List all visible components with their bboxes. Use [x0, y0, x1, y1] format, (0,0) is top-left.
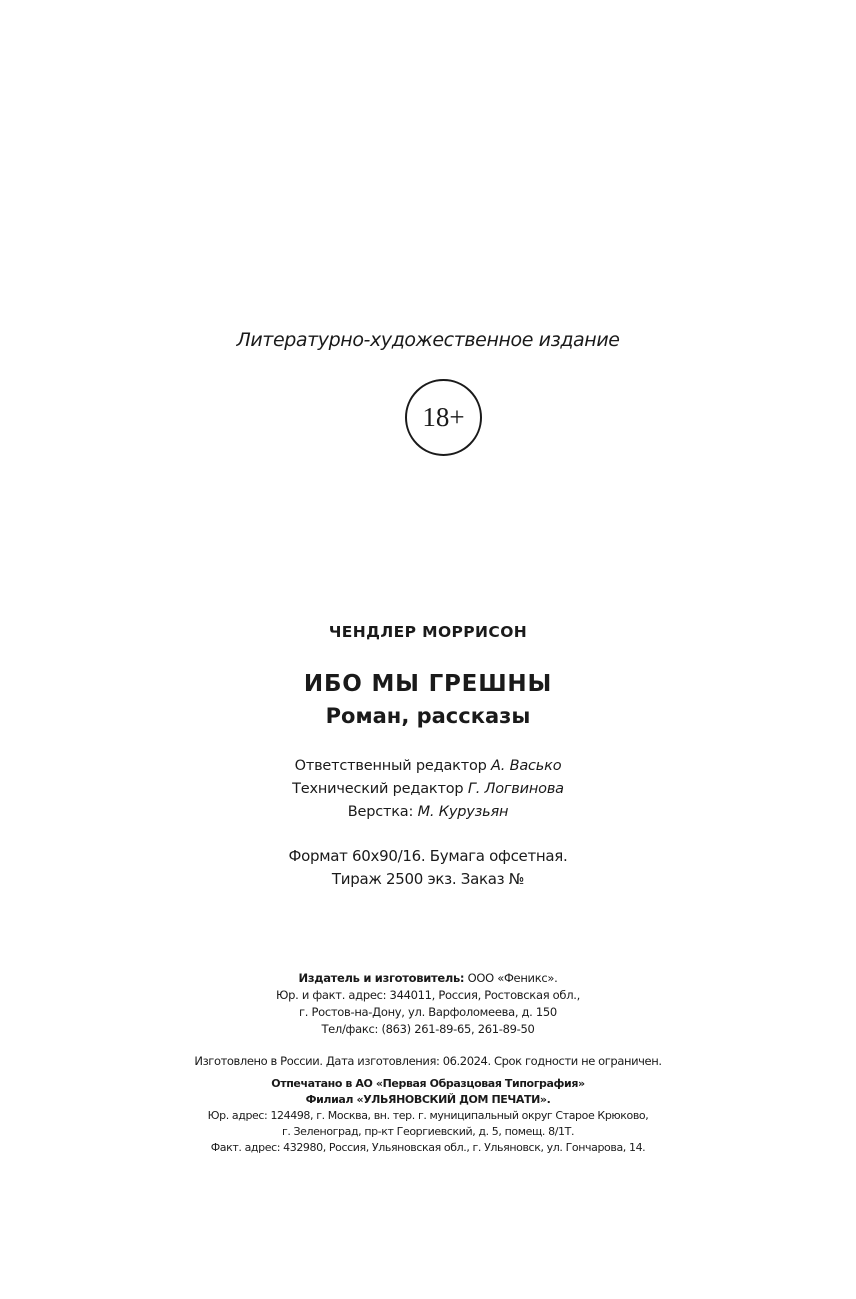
credits-block — [0, 755, 856, 824]
publisher-block — [0, 970, 856, 1038]
format-line-1: Формат 60x90/16. Бумага офсетная. — [288, 847, 568, 865]
publisher-phone: Тел/факс: (863) 261-89-65, 261-89-50 — [321, 1022, 535, 1036]
format-line-2: Тираж 2500 экз. Заказ № — [331, 870, 525, 888]
book-subtitle: Роман, рассказы — [325, 704, 531, 728]
book-title: ИБО МЫ ГРЕШНЫ — [303, 671, 553, 697]
publisher-line — [0, 970, 856, 987]
tech-editor-name: Г. Логвинова — [467, 781, 564, 797]
author-name: ЧЕНДЛЕР МОРРИСОН — [328, 623, 528, 641]
age-rating-text: 18+ — [422, 402, 465, 432]
printer-block — [0, 1076, 856, 1156]
printer-legal-1: Юр. адрес: 124498, г. Москва, вн. тер. г. муниципальный округ Старое Крюково, — [207, 1109, 649, 1122]
credit-layout — [0, 801, 856, 824]
printer-branch: Филиал «УЛЬЯНОВСКИЙ ДОМ ПЕЧАТИ». — [305, 1093, 551, 1106]
tech-editor-label: Технический редактор — [292, 781, 464, 797]
age-rating-badge — [405, 379, 482, 456]
publisher-name: ООО «Феникс». — [467, 971, 558, 985]
printer-legal-2: г. Зеленоград, пр-кт Георгиевский, д. 5, помещ. 8/1Т. — [281, 1125, 575, 1138]
publisher-label: Издатель и изготовитель: — [298, 971, 465, 985]
printer-actual: Факт. адрес: 432980, Россия, Ульяновская обл., г. Ульяновск, ул. Гончарова, 14. — [210, 1141, 646, 1154]
format-block — [0, 845, 856, 891]
layout-label: Верстка: — [347, 804, 414, 820]
manufactured-note: Изготовлено в России. Дата изготовления: 06.2024. Срок годности не ограничен. — [194, 1054, 662, 1068]
printer-label: Отпечатано в АО «Первая Образцовая Типография» — [271, 1077, 585, 1090]
edition-type: Литературно-художественное издание — [236, 329, 620, 351]
credit-tech-editor — [0, 778, 856, 801]
editor-label: Ответственный редактор — [294, 758, 487, 774]
layout-name: М. Курузьян — [417, 804, 509, 820]
publisher-address-2: г. Ростов-на-Дону, ул. Варфоломеева, д. 150 — [299, 1005, 557, 1019]
credit-editor — [0, 755, 856, 778]
editor-name: А. Васько — [491, 758, 562, 774]
publisher-address-1: Юр. и факт. адрес: 344011, Россия, Ростовская обл., — [276, 988, 580, 1002]
